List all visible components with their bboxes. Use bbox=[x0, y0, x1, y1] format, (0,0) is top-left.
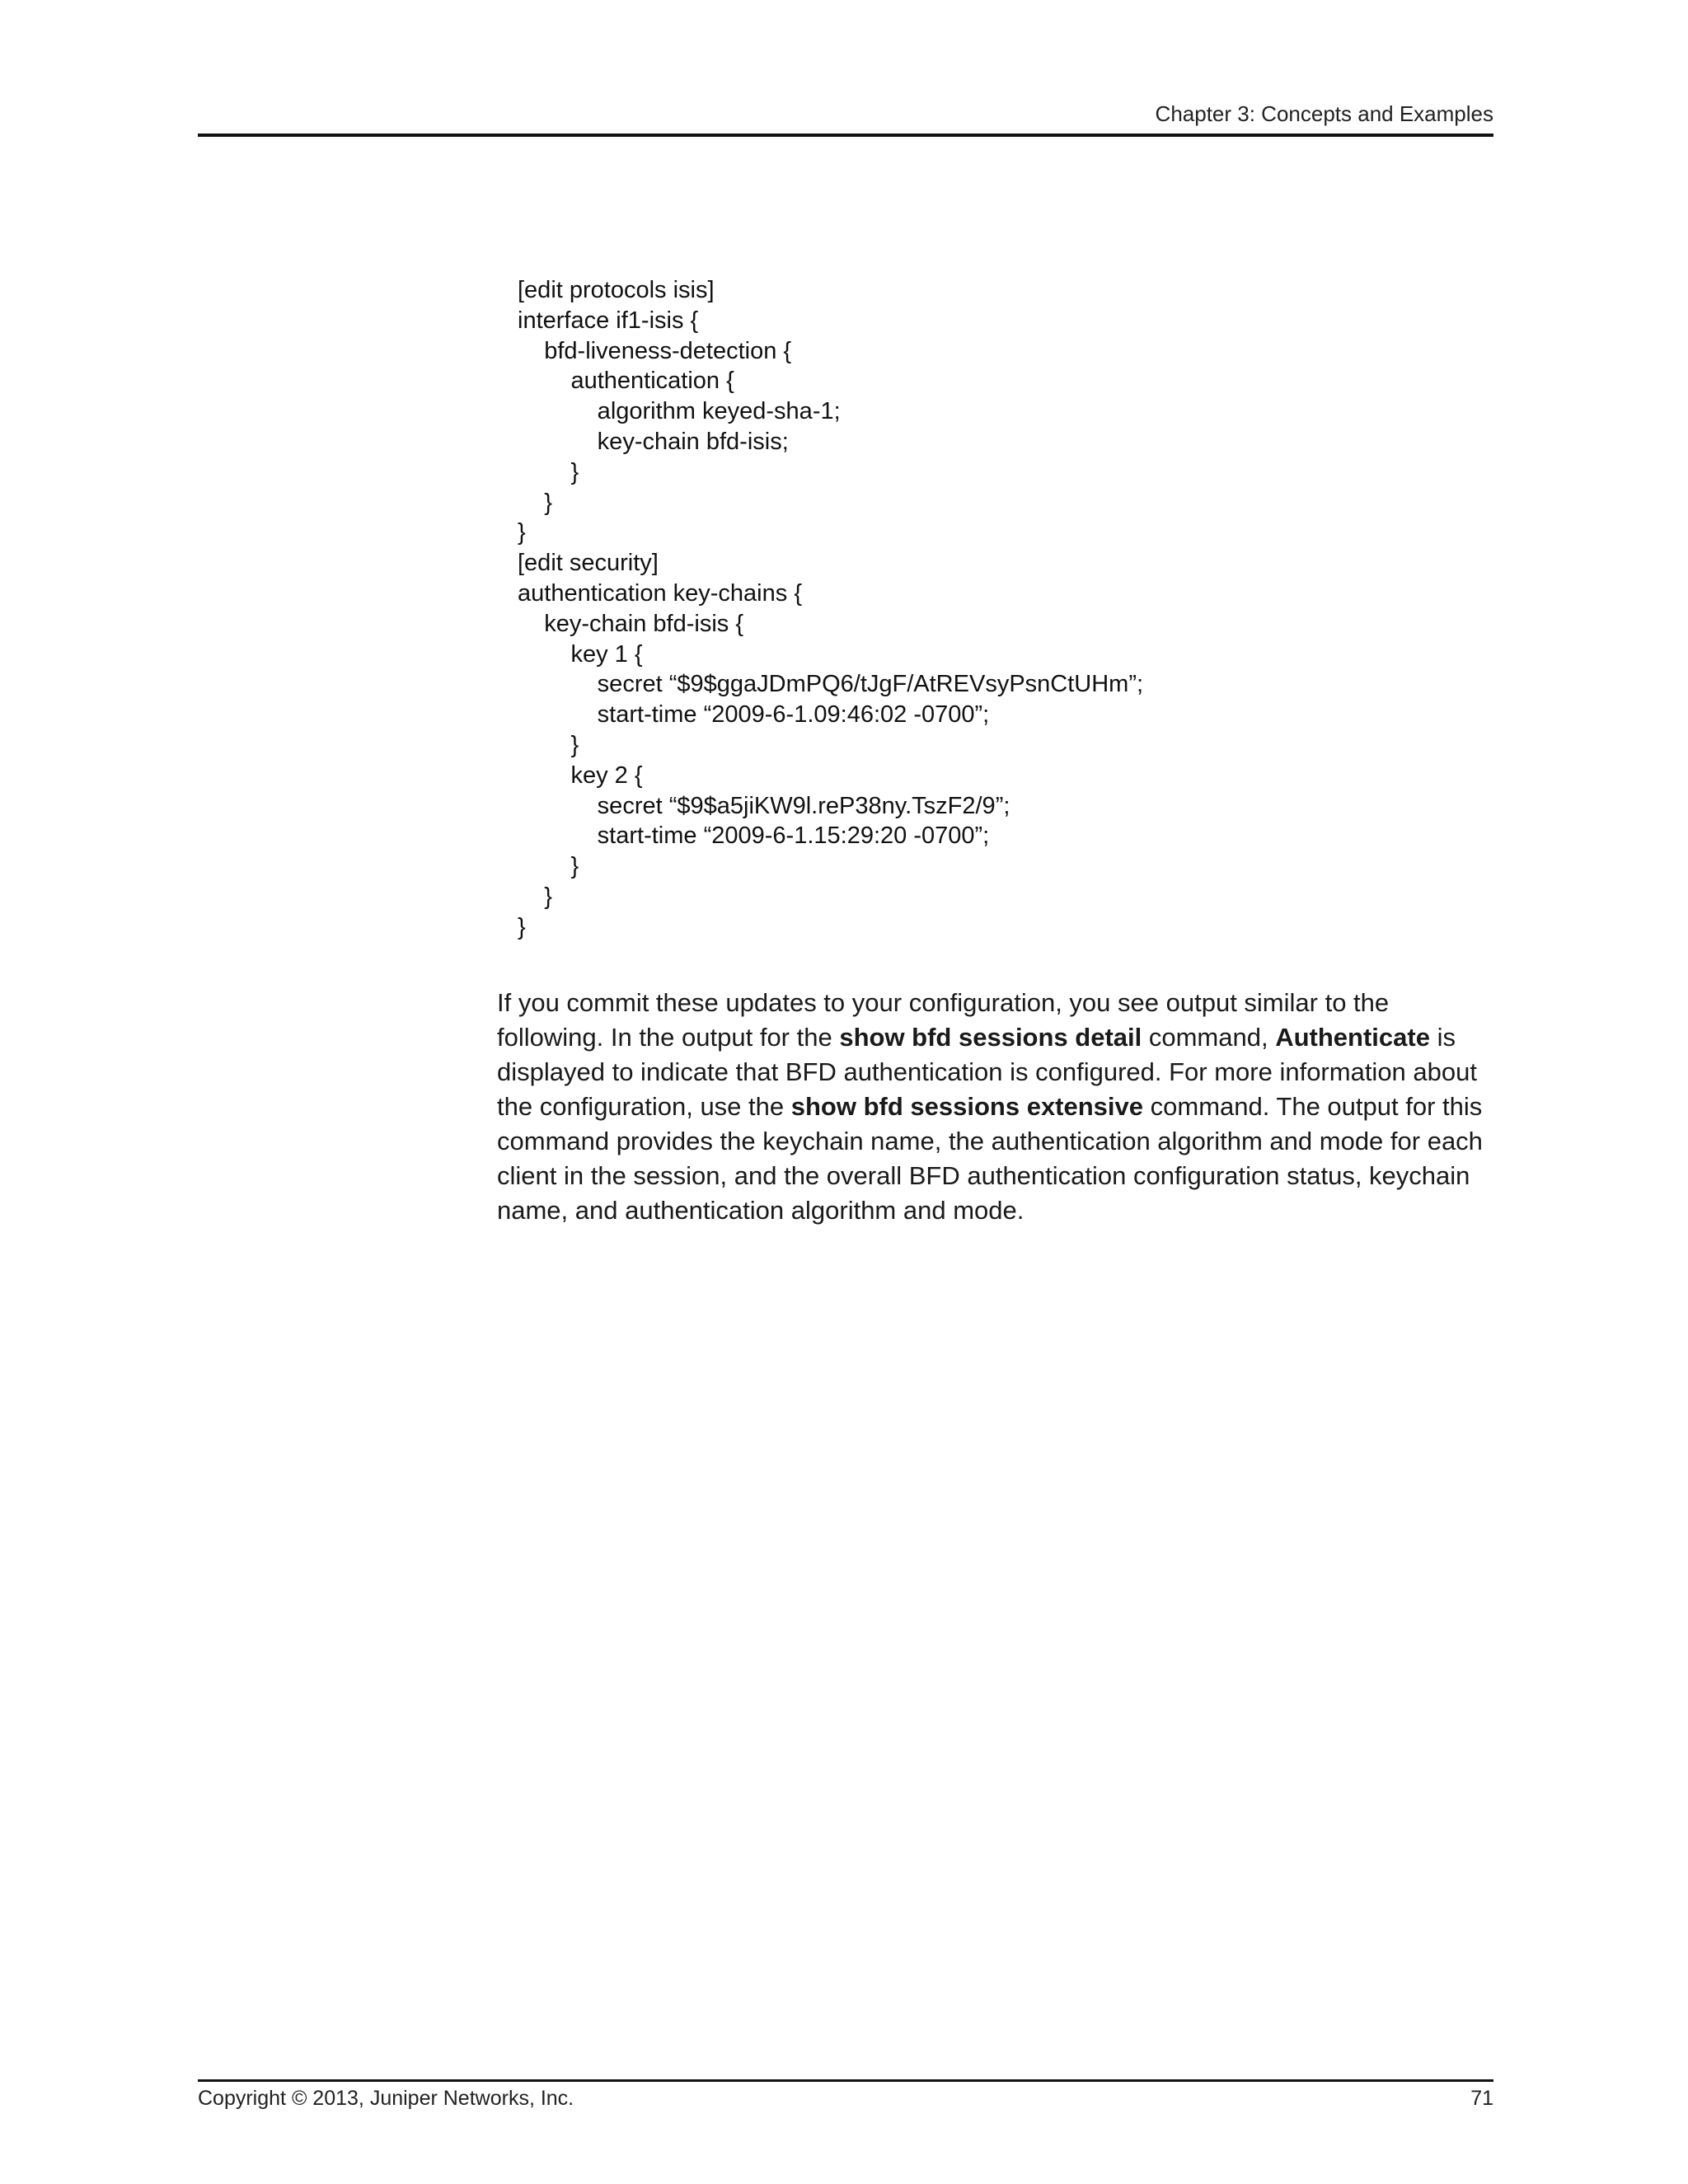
body-text: is displayed to indicate that BFD authentication is configured. For more information about the configuration, use the bbox=[497, 1023, 1477, 1121]
code-line: } bbox=[518, 731, 579, 758]
body-text: command. The output for this command provides the keychain name, the authentication algorithm and mode for each client in the session, and the overall BFD authentication configuration status, keychain name, and authentication algorithm and mode. bbox=[497, 1092, 1483, 1225]
code-line: authentication { bbox=[518, 368, 734, 395]
code-line: [edit security] bbox=[518, 550, 659, 577]
code-line: start-time “2009-6-1.15:29:20 -0700”; bbox=[518, 823, 990, 850]
code-line: interface if1-isis { bbox=[518, 307, 699, 334]
footer-copyright: Copyright © 2013, Juniper Networks, Inc. bbox=[198, 2087, 574, 2110]
code-line: } bbox=[518, 853, 579, 880]
code-line: start-time “2009-6-1.09:46:02 -0700”; bbox=[518, 701, 990, 729]
command-show-bfd-sessions-extensive: show bfd sessions extensive bbox=[790, 1092, 1144, 1121]
body-paragraph bbox=[497, 986, 1498, 1228]
code-line: key 1 { bbox=[518, 640, 643, 668]
running-header-chapter: Chapter 3: Concepts and Examples bbox=[1155, 101, 1493, 126]
code-line: } bbox=[518, 489, 552, 516]
code-line: [edit protocols isis] bbox=[518, 277, 715, 303]
code-line: authentication key-chains { bbox=[518, 579, 802, 607]
code-line: } bbox=[518, 519, 526, 546]
code-line: key 2 { bbox=[518, 762, 643, 789]
code-line: algorithm keyed-sha-1; bbox=[518, 398, 841, 425]
code-line: secret “$9$a5jiKW9l.reP38ny.TszF2/9”; bbox=[518, 792, 1010, 819]
page-number: 71 bbox=[1470, 2087, 1493, 2110]
code-line: } bbox=[518, 883, 552, 910]
config-code-block bbox=[518, 275, 1143, 943]
code-line: secret “$9$ggaJDmPQ6/tJgF/AtREVsyPsnCtUHm”; bbox=[518, 671, 1144, 698]
code-line: } bbox=[518, 913, 526, 940]
footer-divider bbox=[198, 2079, 1493, 2082]
code-line: key-chain bfd-isis { bbox=[518, 610, 743, 637]
code-line: } bbox=[518, 458, 579, 485]
code-line: bfd-liveness-detection { bbox=[518, 337, 792, 364]
authenticate-keyword: Authenticate bbox=[1275, 1023, 1430, 1052]
header-divider bbox=[198, 134, 1493, 137]
command-show-bfd-sessions-detail: show bfd sessions detail bbox=[839, 1023, 1142, 1052]
body-text: command, bbox=[1142, 1023, 1276, 1052]
code-line: key-chain bfd-isis; bbox=[518, 428, 789, 455]
body-text: If you commit these updates to your configuration, you see output similar to the following. In the output for the bbox=[497, 988, 1390, 1052]
